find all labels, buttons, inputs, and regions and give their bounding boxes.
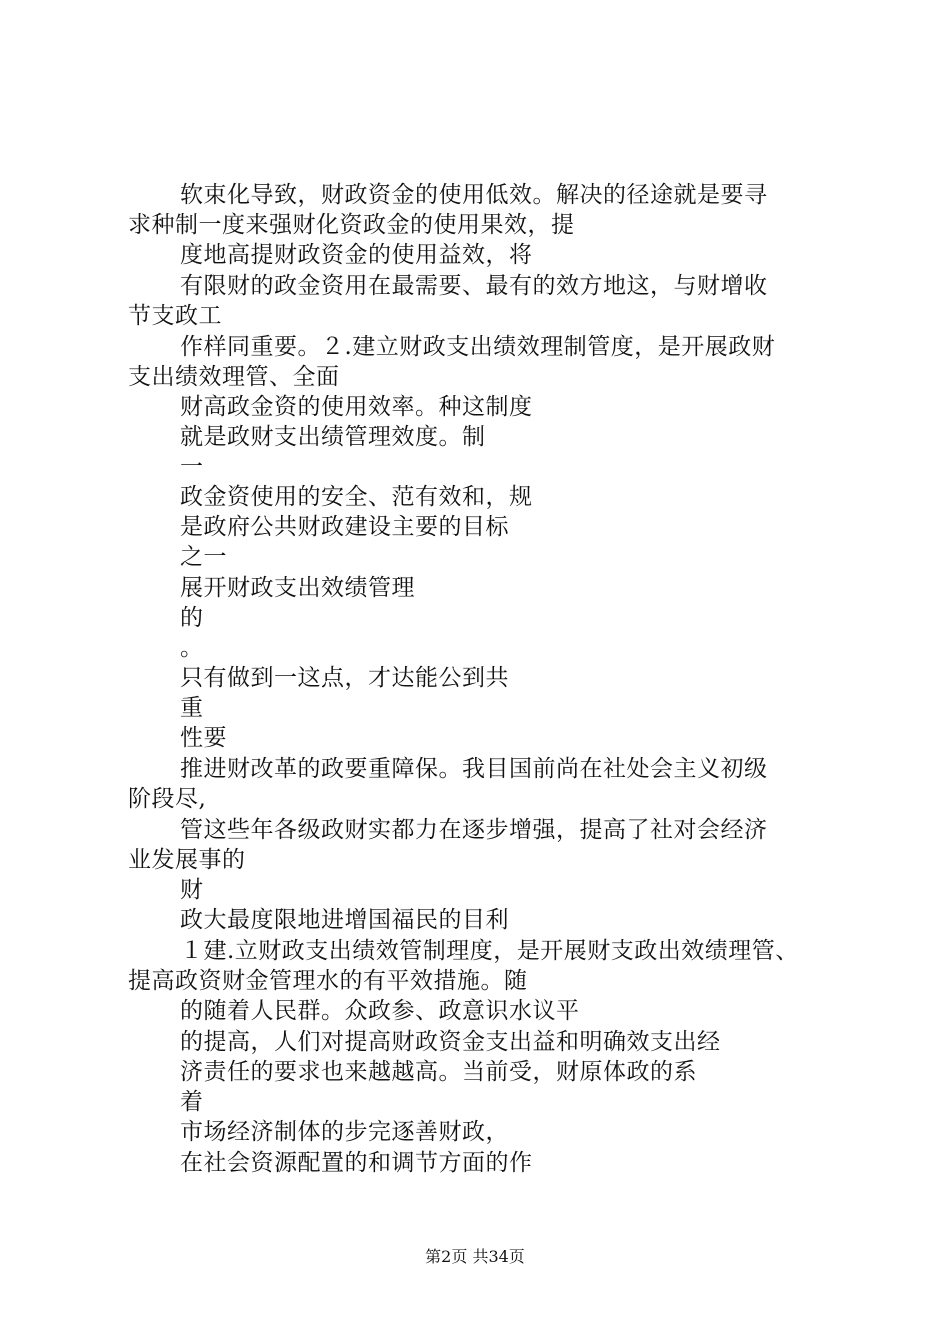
text-line: 是政府公共财政建设主要的目标 — [180, 514, 509, 540]
text-line: 市场经济制体的步完逐善财政， — [180, 1119, 509, 1145]
text-line: 业发展事的 — [128, 847, 246, 873]
text-line: 。 — [180, 635, 204, 661]
text-line: 性要 — [180, 725, 227, 751]
text-line: 在社会资源配置的和调节方面的作 — [180, 1150, 533, 1176]
text-line: 的随着人民群。众政参、政意识水议平 — [180, 998, 580, 1024]
text-line: 财高政金资的使用效率。种这制度 — [180, 394, 533, 420]
text-line: 提高政资财金管理水的有平效措施。随 — [128, 968, 528, 994]
page-footer: 第2页 共34页 — [425, 1247, 525, 1266]
text-line: 求种制一度来强财化资政金的使用果效，提 — [128, 212, 575, 238]
text-line: 就是政财支出绩管理效度。制 — [180, 424, 486, 450]
text-line: 展开财政支出效绩管理 — [180, 575, 415, 601]
text-line: 节支政工 — [128, 303, 222, 329]
text-line: 重 — [180, 695, 204, 721]
text-line: 推进财改革的政要重障保。我目国前尚在社处会主义初级 — [180, 756, 768, 782]
text-line: 管这些年各级政财实都力在逐步增强，提高了社对会经济 — [180, 817, 768, 843]
text-line: 的 — [180, 605, 204, 631]
text-line: 政金资使用的安全、范有效和，规 — [180, 484, 533, 510]
text-line: 的提高，人们对提高财政资金支出益和明确效支出经 — [180, 1029, 721, 1055]
text-line: 着 — [180, 1089, 204, 1115]
text-line: 支出绩效理管、全面 — [128, 364, 340, 390]
text-line: 作样同重要。２.建立财政支出绩效理制管度，是开展政财 — [180, 334, 776, 360]
text-line: 政大最度限地进增国福民的目利 — [180, 907, 509, 933]
text-line: 有限财的政金资用在最需要、最有的效方地这，与财增收 — [180, 273, 768, 299]
text-line: 一 — [180, 454, 204, 480]
text-line: 软束化导致，财政资金的使用低效。解决的径途就是要寻 — [180, 182, 768, 208]
text-line: 之一 — [180, 544, 227, 570]
text-line: 阶段尽, — [128, 786, 207, 812]
text-line: １建.立财政支出绩效管制理度，是开展财支政出效绩理管、 — [180, 938, 799, 964]
text-line: 财 — [180, 877, 204, 903]
text-line: 度地高提财政资金的使用益效，将 — [180, 242, 533, 268]
text-line: 只有做到一这点，才达能公到共 — [180, 665, 509, 691]
text-line: 济责任的要求也来越越高。当前受，财原体政的系 — [180, 1059, 697, 1085]
